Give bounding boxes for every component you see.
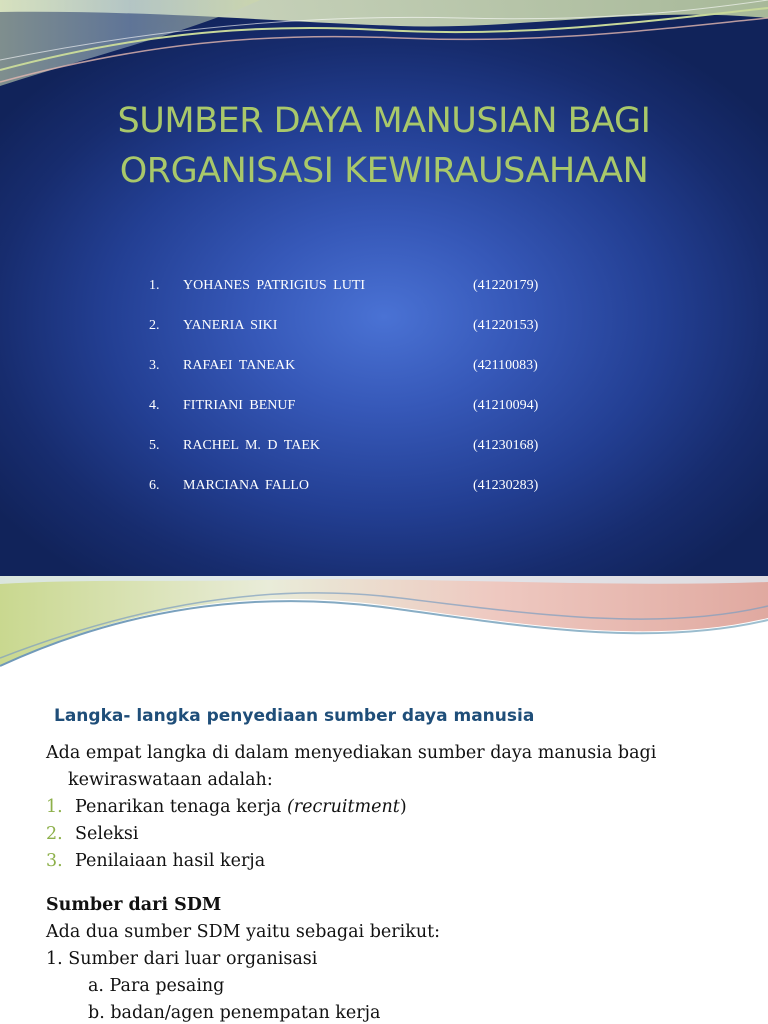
member-name: RACHEL M. D TAEK	[183, 438, 320, 453]
sdm-heading: Sumber dari SDM	[46, 895, 222, 915]
list-item	[46, 821, 746, 848]
member-id: (41220153)	[473, 318, 539, 333]
slide-title-text	[0, 96, 768, 196]
member-number: 5.	[149, 438, 160, 453]
sdm-item-1b: b. badan/agen penempatan kerja	[88, 1003, 381, 1023]
member-id: (42110083)	[473, 358, 538, 373]
member-row	[0, 346, 768, 386]
member-id: (41210094)	[473, 398, 539, 413]
spacer	[46, 875, 746, 892]
member-row	[0, 386, 768, 426]
list-number: 3.	[46, 851, 63, 871]
list-number: 1.	[46, 797, 63, 817]
member-number: 4.	[149, 398, 160, 413]
decorative-swoosh-top	[0, 0, 768, 90]
member-row	[0, 466, 768, 506]
member-row	[0, 306, 768, 346]
sdm-item-1a: a. Para pesaing	[88, 976, 225, 996]
member-name: RAFAEI TANEAK	[183, 358, 296, 373]
intro-line-1: Ada empat langka di dalam menyediakan sumber daya manusia bagi	[46, 743, 657, 763]
slide-body	[46, 740, 746, 1024]
member-number: 3.	[149, 358, 160, 373]
list-text-after: )	[399, 797, 407, 817]
list-text: Seleksi	[75, 824, 139, 844]
title-line-2: ORGANISASI KEWIRAUSAHAAN	[119, 151, 649, 191]
member-id: (41220179)	[473, 278, 539, 293]
member-row	[0, 266, 768, 306]
list-text-italic: (recruitment	[286, 797, 400, 817]
member-name: YANERIA SIKI	[183, 318, 278, 333]
member-name: FITRIANI BENUF	[183, 398, 296, 413]
member-name: YOHANES PATRIGIUS LUTI	[183, 278, 366, 293]
list-number: 2.	[46, 824, 63, 844]
member-number: 2.	[149, 318, 160, 333]
section-heading: Langka- langka penyediaan sumber daya manusia	[54, 706, 535, 726]
intro-line-2: kewiraswataan adalah:	[68, 770, 273, 790]
decorative-swoosh-wave	[0, 576, 768, 671]
steps-list	[46, 794, 746, 875]
list-text: Penilaiaan hasil kerja	[75, 851, 266, 871]
title-line-1: SUMBER DAYA MANUSIAN BAGI	[117, 101, 651, 141]
sdm-item-1: 1. Sumber dari luar organisasi	[46, 949, 318, 969]
member-row	[0, 426, 768, 466]
list-item	[46, 848, 746, 875]
sdm-intro: Ada dua sumber SDM yaitu sebagai berikut:	[46, 922, 441, 942]
list-text: Penarikan tenaga kerja	[75, 797, 287, 817]
slide-content	[0, 576, 768, 1024]
member-id: (41230168)	[473, 438, 539, 453]
member-number: 6.	[149, 478, 160, 493]
member-name: MARCIANA FALLO	[183, 478, 310, 493]
intro-paragraph	[46, 740, 746, 794]
member-id: (41230283)	[473, 478, 539, 493]
member-number: 1.	[149, 278, 160, 293]
list-item	[46, 794, 746, 821]
